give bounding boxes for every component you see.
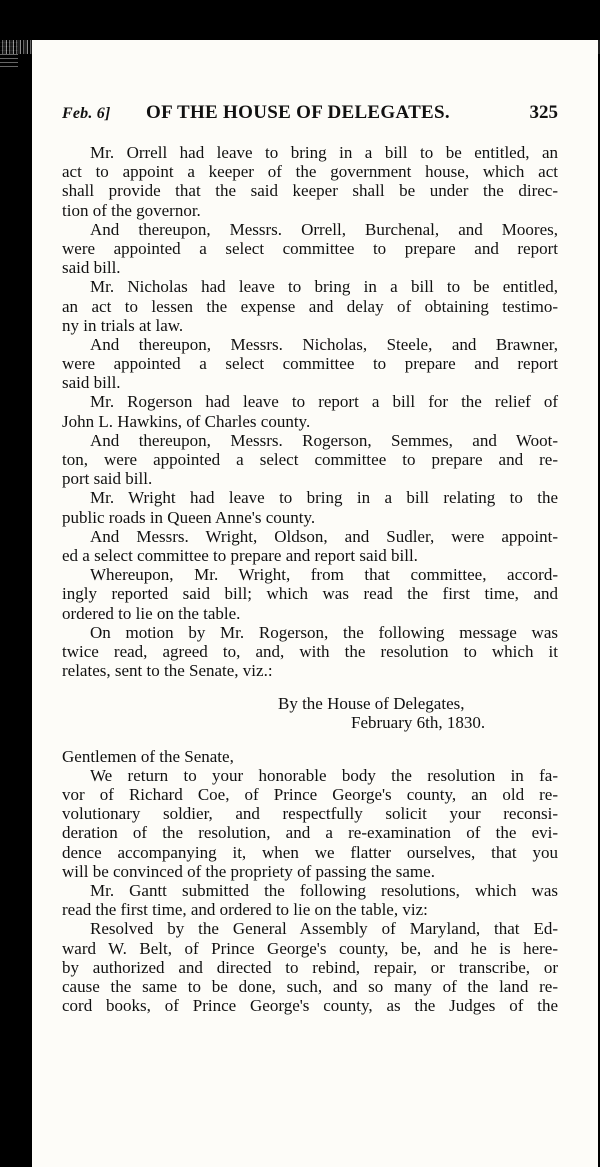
text-line: twice read, agreed to, and, with the resolution to which it: [62, 641, 558, 661]
text-line: John L. Hawkins, of Charles county.: [62, 411, 311, 431]
text-line: said bill.: [62, 373, 121, 393]
text-line: deration of the resolution, and a re-examination of the evi-: [62, 823, 558, 843]
text-line: Mr. Rogerson had leave to report a bill for the relief of: [90, 392, 558, 412]
text-line: by authorized and directed to rebind, repair, or transcribe, or: [62, 957, 558, 977]
text-line: ton, were appointed a select committee to prepare and re-: [62, 450, 558, 469]
running-header: [62, 102, 558, 126]
paragraph-gap: [62, 733, 558, 747]
text-line: Gentlemen of the Senate,: [62, 746, 234, 766]
paragraph-gap: [62, 680, 558, 694]
text-line: shall provide that the said keeper shall be under the direc-: [62, 181, 558, 201]
text-line: vor of Richard Coe, of Prince George's county, an old re-: [62, 785, 558, 804]
text-line: cord books, of Prince George's county, as the Judges of the: [62, 996, 558, 1016]
text-line: ny in trials at law.: [62, 315, 184, 335]
text-line: We return to your honorable body the resolution in fa-: [90, 765, 558, 785]
header-date: Feb. 6]: [62, 105, 111, 122]
body-text: [62, 143, 558, 1015]
text-line: Resolved by the General Assembly of Maryland, that Ed-: [90, 919, 558, 939]
document-page: [32, 40, 598, 1167]
text-line: And thereupon, Messrs. Rogerson, Semmes, and Woot-: [90, 430, 558, 450]
page-number: 325: [529, 102, 558, 123]
text-line: By the House of Delegates,: [278, 694, 465, 714]
text-line: were appointed a select committee to prepare and report: [62, 354, 558, 374]
text-line: Mr. Orrell had leave to bring in a bill to be entitled, an: [90, 143, 558, 162]
text-line: said bill.: [62, 258, 121, 278]
text-line: will be convinced of the propriety of passing the same.: [62, 861, 435, 881]
text-line: And Messrs. Wright, Oldson, and Sudler, were appoint-: [90, 526, 558, 546]
text-line: On motion by Mr. Rogerson, the following message was: [90, 622, 558, 642]
text-line: dence accompanying it, when we flatter ourselves, that you: [62, 842, 558, 862]
text-line: cause the same to be done, such, and so many of the land re-: [62, 976, 558, 996]
text-line: tion of the governor.: [62, 200, 201, 220]
text-line: read the first time, and ordered to lie on the table, viz:: [62, 900, 428, 920]
text-line: ed a select committee to prepare and report said bill.: [62, 545, 418, 565]
text-line: Mr. Nicholas had leave to bring in a bill to be entitled,: [90, 277, 558, 297]
scan-left-edge: [0, 0, 32, 1167]
text-line: February 6th, 1830.: [351, 713, 486, 733]
text-line: ordered to lie on the table.: [62, 603, 241, 623]
text-line: Whereupon, Mr. Wright, from that committee, accord-: [90, 565, 558, 585]
text-line: public roads in Queen Anne's county.: [62, 507, 316, 527]
text-line: And thereupon, Messrs. Nicholas, Steele, and Brawner,: [90, 334, 558, 354]
text-line: And thereupon, Messrs. Orrell, Burchenal, and Moores,: [90, 219, 558, 239]
text-line: volutionary soldier, and respectfully solicit your reconsi-: [62, 804, 558, 824]
text-line: Mr. Gantt submitted the following resolutions, which was: [90, 880, 558, 900]
text-line: port said bill.: [62, 469, 153, 489]
text-line: ingly reported said bill; which was read the first time, and: [62, 584, 558, 604]
text-line: relates, sent to the Senate, viz.:: [62, 661, 273, 681]
header-title: OF THE HOUSE OF DELEGATES.: [146, 102, 450, 123]
text-line: an act to lessen the expense and delay of obtaining testimo-: [62, 296, 558, 316]
text-line: Mr. Wright had leave to bring in a bill relating to the: [90, 488, 558, 508]
text-line: were appointed a select committee to prepare and report: [62, 238, 558, 258]
text-line: ward W. Belt, of Prince George's county, be, and he is here-: [62, 938, 558, 958]
text-line: act to appoint a keeper of the government house, which act: [62, 162, 558, 182]
